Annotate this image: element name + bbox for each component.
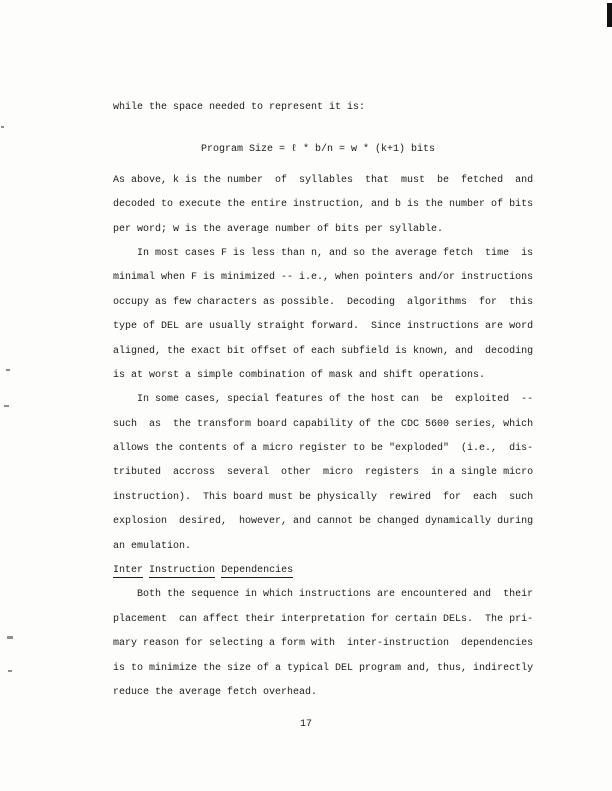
text-line: such as the transform board capability of the CDC 5600 series, which (113, 418, 534, 430)
section-heading (113, 559, 553, 583)
text-line: allows the contents of a micro register to be "exploded" (i.e., dis- (113, 443, 534, 455)
text-line: occupy as few characters as possible. Decoding algorithms for this (113, 296, 534, 308)
text-line: Both the sequence in which instructions are encountered and their (113, 589, 534, 601)
text-line: In some cases, special features of the host can be exploited -- (113, 394, 534, 406)
scan-corner-mark (607, 3, 612, 27)
text-line: type of DEL are usually straight forward. Since instructions are word (113, 321, 534, 333)
text-line: explosion desired, however, and cannot be changed dynamically during (113, 516, 534, 528)
scan-speck (1, 126, 4, 128)
text-line: As above, k is the number of syllables that must be fetched and (113, 174, 534, 186)
scan-speck (7, 636, 13, 639)
text-line: instruction). This board must be physically rewired for each such (113, 491, 534, 503)
text-line: while the space needed to represent it is: (113, 102, 366, 113)
scan-speck (8, 670, 12, 672)
heading-word: Dependencies (221, 565, 294, 577)
text-line: decoded to execute the entire instruction, and b is the number of bits (113, 199, 534, 211)
text-line: is at worst a simple combination of mask and shift operations. (113, 369, 486, 381)
text-line: mary reason for selecting a form with inter-instruction dependencies (113, 638, 534, 650)
page-number: 17 (299, 719, 312, 730)
text-line: an emulation. (113, 540, 192, 552)
text-line: placement can affect their interpretation for certain DELs. The pri- (113, 613, 534, 625)
text-line: In most cases F is less than n, and so the average fetch time is (113, 247, 534, 259)
text-body (113, 96, 553, 705)
scan-speck (4, 405, 9, 407)
heading-word: Inter (113, 565, 144, 577)
heading-word: Instruction (149, 565, 216, 577)
text-line: reduce the average fetch overhead. (113, 686, 318, 698)
text-line: minimal when F is minimized -- i.e., when pointers and/or instructions (113, 272, 534, 284)
text-line: is to minimize the size of a typical DEL program and, thus, indirectly (113, 662, 534, 674)
formula-line: Program Size = ℓ * b/n = w * (k+1) bits (201, 144, 436, 156)
text-line: per word; w is the average number of bits per syllable. (113, 223, 444, 235)
scan-speck (6, 369, 10, 371)
text-line: tributed accross several other micro registers in a single micro (113, 467, 534, 479)
text-line: aligned, the exact bit offset of each subfield is known, and decoding (113, 345, 534, 357)
